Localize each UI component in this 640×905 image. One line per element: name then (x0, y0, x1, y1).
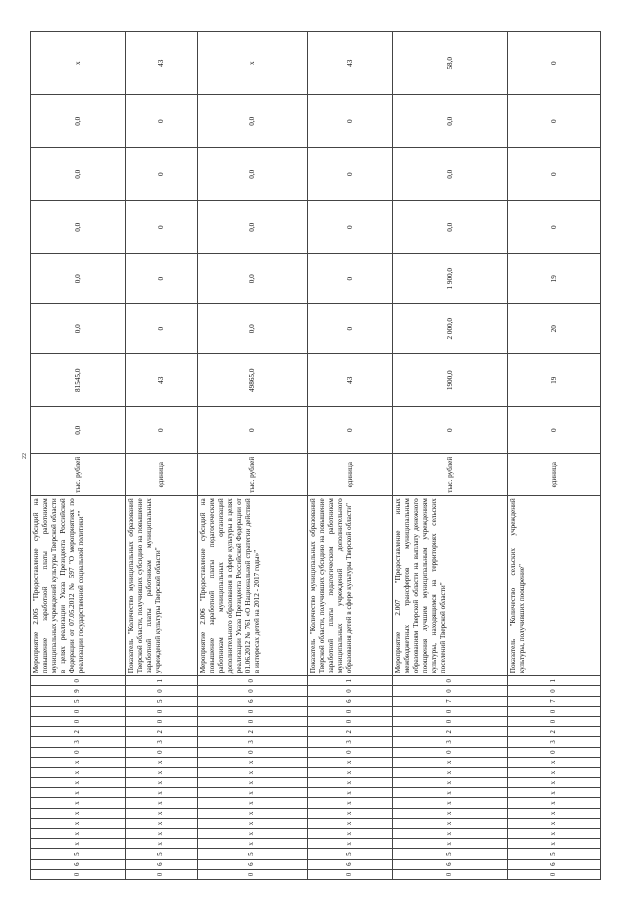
code-cell: 0 (126, 706, 198, 716)
activity-name-cell: Показатель "Количество муниципальных образований Тверской области, получивших субсидию на повышение заработной платы педагогическим работникам муниципальных учреждений дополнительного образования детей в сфере культуры Тверской области" (308, 496, 393, 676)
code-cell: 0 (308, 717, 393, 727)
code-cell: 1 (508, 676, 601, 686)
code-cell: х (126, 757, 198, 767)
unit-cell: тыс. рублей (198, 454, 308, 496)
code-cell: 2 (198, 727, 308, 737)
value-cell: 0 (308, 407, 393, 454)
code-cell: 0 (308, 706, 393, 716)
code-cell: х (308, 808, 393, 818)
code-cell: 0 (393, 706, 508, 716)
code-cell: 0 (308, 747, 393, 757)
code-cell: х (393, 839, 508, 849)
code-cell: х (393, 767, 508, 777)
code-cell: 2 (308, 727, 393, 737)
code-cell: 5 (31, 696, 126, 706)
value-cell: 0,0 (393, 201, 508, 254)
code-cell: 6 (31, 859, 126, 869)
value-cell: 0,0 (31, 304, 126, 354)
code-cell: 0 (126, 869, 198, 879)
code-cell: х (31, 808, 126, 818)
value-cell: 2 000,0 (393, 304, 508, 354)
value-cell: х (31, 32, 126, 95)
value-cell: 0 (308, 254, 393, 304)
code-cell: х (126, 788, 198, 798)
table-row (308, 32, 393, 880)
code-cell: 3 (31, 737, 126, 747)
value-cell: 49865,0 (198, 354, 308, 407)
code-cell: 5 (508, 849, 601, 859)
value-cell: 0 (198, 407, 308, 454)
code-cell: 5 (31, 849, 126, 859)
value-cell: 81545,0 (31, 354, 126, 407)
code-cell: х (393, 829, 508, 839)
code-cell: 0 (393, 717, 508, 727)
code-cell: х (308, 757, 393, 767)
code-cell: х (31, 788, 126, 798)
value-cell: 0,0 (198, 95, 308, 148)
code-cell: х (31, 839, 126, 849)
value-cell: 0 (508, 407, 601, 454)
code-cell: 0 (126, 747, 198, 757)
program-activities-table (30, 31, 601, 880)
value-cell: 43 (126, 354, 198, 407)
code-cell: х (126, 808, 198, 818)
code-cell: х (308, 839, 393, 849)
value-cell: 0,0 (31, 254, 126, 304)
value-cell: 0,0 (31, 95, 126, 148)
value-cell: 0 (126, 148, 198, 201)
code-cell: 6 (393, 859, 508, 869)
activity-name-cell: Показатель "Количество муниципальных образований Тверской области, получивших субсидию на повышение заработной платы работникам муниципальных учреждений культуры Тверской области" (126, 496, 198, 676)
code-cell: х (508, 788, 601, 798)
value-cell: 0 (126, 254, 198, 304)
code-cell: 5 (393, 849, 508, 859)
code-cell: х (308, 798, 393, 808)
code-cell: х (508, 839, 601, 849)
value-cell: 19 (508, 254, 601, 304)
code-cell: х (308, 818, 393, 828)
code-cell: 3 (198, 737, 308, 747)
value-cell: х (198, 32, 308, 95)
value-cell: 0 (126, 304, 198, 354)
value-cell: 0 (126, 95, 198, 148)
code-cell: х (393, 808, 508, 818)
value-cell: 1 900,0 (393, 254, 508, 304)
value-cell: 43 (308, 354, 393, 407)
code-cell: 1 (126, 676, 198, 686)
code-cell: 0 (126, 717, 198, 727)
code-cell: 0 (393, 686, 508, 696)
code-cell: 3 (308, 737, 393, 747)
code-cell: х (31, 767, 126, 777)
value-cell: 20 (508, 304, 601, 354)
code-cell: х (393, 778, 508, 788)
table-row (198, 32, 308, 880)
value-cell: 0 (308, 95, 393, 148)
code-cell: х (308, 767, 393, 777)
code-cell: 0 (508, 869, 601, 879)
code-cell: х (308, 829, 393, 839)
value-cell: 0 (393, 407, 508, 454)
code-cell: 0 (308, 686, 393, 696)
code-cell: х (31, 798, 126, 808)
code-cell: х (198, 767, 308, 777)
code-cell: х (508, 798, 601, 808)
unit-cell: единица (126, 454, 198, 496)
code-cell: 6 (126, 859, 198, 869)
code-cell: 2 (393, 727, 508, 737)
activity-name-cell: Показатель "Количество сельских учреждений культуры, получивших поощрение" (508, 496, 601, 676)
code-cell: х (126, 829, 198, 839)
code-cell: 6 (508, 859, 601, 869)
value-cell: 0,0 (198, 148, 308, 201)
activity-name-cell: Мероприятие 2.005 "Предоставление субсидий на повышение заработной платы работникам муниципальных учреждений культуры Тверской области в целях реализации Указа Президента Российской Федерации от 07.05.2012 № 597 "О мероприятиях по реализации государственной социальной политики"" (31, 496, 126, 676)
table-row (126, 32, 198, 880)
value-cell: 0,0 (31, 201, 126, 254)
code-cell: х (393, 818, 508, 828)
code-cell: 3 (508, 737, 601, 747)
table-row (393, 32, 508, 880)
value-cell: 0,0 (198, 254, 308, 304)
code-cell: х (31, 757, 126, 767)
value-cell: 0 (508, 201, 601, 254)
code-cell: 0 (31, 676, 126, 686)
unit-cell: единица (508, 454, 601, 496)
code-cell: х (198, 788, 308, 798)
value-cell: 0 (126, 407, 198, 454)
activity-name-cell: Мероприятие 2.006 "Предоставление субсидий на повышение заработной платы педагогическим работникам муниципальных организаций дополнительного образования в сфере культуры в целях реализации Указа Президента Российской Федерации от 01.06.2012 № 761 «О Национальной стратегии действий в интересах детей на 2012 - 2017 годы»" (198, 496, 308, 676)
value-cell: 0 (508, 32, 601, 95)
code-cell: х (508, 818, 601, 828)
code-cell: 0 (393, 747, 508, 757)
code-cell: 0 (198, 706, 308, 716)
value-cell: 0 (308, 304, 393, 354)
code-cell: 0 (31, 717, 126, 727)
code-cell: 0 (198, 869, 308, 879)
code-cell: х (393, 757, 508, 767)
code-cell: 2 (126, 727, 198, 737)
code-cell: 0 (198, 747, 308, 757)
value-cell: 0,0 (393, 95, 508, 148)
code-cell: х (126, 778, 198, 788)
code-cell: х (308, 788, 393, 798)
code-cell: 0 (198, 686, 308, 696)
code-cell: х (508, 778, 601, 788)
code-cell: х (126, 798, 198, 808)
code-cell: 6 (198, 696, 308, 706)
code-cell: х (31, 829, 126, 839)
code-cell: х (198, 829, 308, 839)
value-cell: 0 (308, 201, 393, 254)
code-cell: 7 (393, 696, 508, 706)
code-cell: 7 (508, 696, 601, 706)
code-cell: х (508, 808, 601, 818)
code-cell: 6 (308, 696, 393, 706)
code-cell: 9 (31, 686, 126, 696)
code-cell: х (126, 818, 198, 828)
value-cell: 0 (508, 148, 601, 201)
code-cell: 6 (198, 859, 308, 869)
code-cell: х (198, 818, 308, 828)
value-cell: 0,0 (198, 304, 308, 354)
code-cell: 0 (508, 747, 601, 757)
code-cell: х (198, 808, 308, 818)
code-cell: 5 (126, 849, 198, 859)
code-cell: 0 (508, 686, 601, 696)
code-cell: 0 (508, 706, 601, 716)
code-cell: 3 (393, 737, 508, 747)
code-cell: х (126, 767, 198, 777)
unit-cell: тыс. рублей (31, 454, 126, 496)
code-cell: 2 (508, 727, 601, 737)
code-cell: х (508, 829, 601, 839)
code-cell: 0 (198, 717, 308, 727)
code-cell: 0 (508, 717, 601, 727)
code-cell: 0 (198, 676, 308, 686)
code-cell: х (508, 757, 601, 767)
code-cell: 6 (308, 859, 393, 869)
value-cell: 0,0 (198, 201, 308, 254)
code-cell: х (126, 839, 198, 849)
value-cell: 0,0 (31, 148, 126, 201)
code-cell: х (198, 798, 308, 808)
code-cell: х (393, 788, 508, 798)
code-cell: 0 (31, 706, 126, 716)
code-cell: 3 (126, 737, 198, 747)
code-cell: 1 (308, 676, 393, 686)
unit-cell: единица (308, 454, 393, 496)
value-cell: 43 (308, 32, 393, 95)
code-cell: 0 (31, 869, 126, 879)
code-cell: х (31, 778, 126, 788)
code-cell: х (308, 778, 393, 788)
value-cell: 1900,0 (393, 354, 508, 407)
value-cell: 19 (508, 354, 601, 407)
value-cell: 0 (508, 95, 601, 148)
value-cell: 0 (126, 201, 198, 254)
code-cell: х (508, 767, 601, 777)
code-cell: 0 (126, 686, 198, 696)
code-cell: х (393, 798, 508, 808)
code-cell: 0 (393, 869, 508, 879)
activity-name-cell: Мероприятие 2.007 "Предоставление иных межбюджетных трансфертов муниципальным образованиям Тверской области на выплату денежного поощрения лучшим муниципальным учреждениям культуры, находящимся на территориях сельских поселений Тверской области" (393, 496, 508, 676)
code-cell: 5 (198, 849, 308, 859)
value-cell: 0,0 (393, 148, 508, 201)
table-row (31, 32, 126, 880)
value-cell: 43 (126, 32, 198, 95)
code-cell: 0 (31, 747, 126, 757)
code-cell: х (198, 778, 308, 788)
code-cell: х (31, 818, 126, 828)
code-cell: 5 (126, 696, 198, 706)
table-row (508, 32, 601, 880)
value-cell: 0,0 (31, 407, 126, 454)
value-cell: 58,0 (393, 32, 508, 95)
code-cell: 0 (308, 869, 393, 879)
value-cell: 0 (308, 148, 393, 201)
code-cell: 2 (31, 727, 126, 737)
code-cell: 0 (393, 676, 508, 686)
unit-cell: тыс. рублей (393, 454, 508, 496)
code-cell: х (198, 757, 308, 767)
code-cell: 5 (308, 849, 393, 859)
page-number: 22 (22, 453, 28, 459)
code-cell: х (198, 839, 308, 849)
